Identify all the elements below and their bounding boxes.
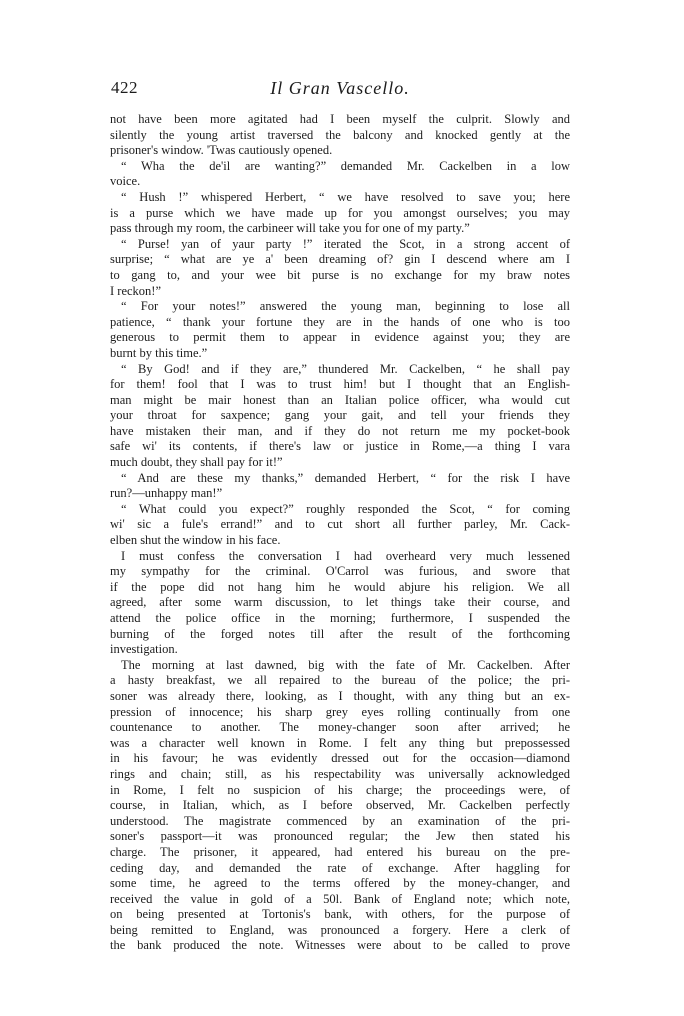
text-line: on being presented at Tortonis's bank, with others, for the purpose of (110, 907, 570, 922)
text-line: the bank produced the note. Witnesses were about to be called to prove (110, 938, 570, 953)
text-line: burnt by this time.” (110, 345, 208, 360)
text-line: rings and chain; still, as his respectability was universally acknowledged (110, 766, 570, 781)
text-line: was a character well known in Rome. I felt any thing but prepossessed (110, 735, 570, 750)
text-line: my sympathy for the criminal. O'Carrol was furious, and swore that (110, 564, 570, 579)
text-line: prisoner's window. 'Twas cautiously opened. (110, 143, 333, 158)
text-line: if the pope did not hang him he would abjure his religion. We all (110, 579, 570, 594)
text-line: to gang to, and your wee bit purse is no exchange for my braw notes (110, 267, 570, 282)
text-line: your throat for saxpence; gang your gait, and tell your friends they (110, 408, 570, 423)
text-line: in his favour; he was evidently dressed out for the occasion—diamond (110, 751, 570, 766)
text-line: is a purse which we have made up for you amongst ourselves; you may (110, 205, 570, 220)
text-line: received the value in gold of a 50l. Bank of England note; which note, (110, 891, 570, 906)
text-line: generous to permit them to appear in evidence against you; they are (110, 330, 570, 345)
text-line: charge. The prisoner, it appeared, had entered his bureau on the pre- (110, 844, 570, 859)
text-line: not have been more agitated had I been myself the culprit. Slowly and (110, 112, 570, 126)
text-line: “ By God! and if they are,” thundered Mr. Cackelben, “ he shall pay (121, 361, 570, 376)
text-line: course, in Italian, which, as I before observed, Mr. Cackelben perfectly (110, 798, 570, 813)
page-header (110, 78, 570, 110)
text-line: being remitted to England, was pronounced a forgery. Here a clerk of (110, 922, 570, 937)
text-line: wi' sic a fule's errand!” and to cut short all further parley, Mr. Cack- (110, 517, 570, 532)
text-line: pass through my room, the carbineer will take you for one of my party.” (110, 221, 470, 236)
text-line: have mistaken their man, and if they do not return me my pocket-book (110, 423, 570, 438)
text-line: “ Purse! yan of yaur party !” iterated the Scot, in a strong accent of (121, 236, 570, 251)
text-line: I must confess the conversation I had overheard very much lessened (121, 548, 570, 563)
text-line: soner's passport—it was pronounced regular; the Jew then stated his (110, 829, 570, 844)
text-line: safe wi' its contents, if there's law or justice in Rome,—a thing I vara (110, 439, 570, 454)
text-line: The morning at last dawned, big with the fate of Mr. Cackelben. After (121, 657, 570, 672)
text-line: attend the police office in the morning; furthermore, I suspended the (110, 611, 570, 625)
text-line: surprise; “ what are ye a' been dreaming of? gin I descend where am I (110, 252, 570, 267)
text-line: countenance to another. The money-changer soon after arrived; he (110, 720, 570, 735)
text-line: for them! fool that I was to trust him! but I thought that an English- (110, 377, 570, 392)
text-line: “ For your notes!” answered the young man, beginning to lose all (121, 299, 570, 314)
text-line: run?—unhappy man!” (110, 486, 223, 501)
text-line: silently the young artist traversed the balcony and knocked gently at the (110, 127, 570, 142)
body-text (110, 112, 570, 954)
text-line: pression of innocence; his sharp grey eyes rolling continually from one (110, 704, 570, 719)
text-line: “ Hush !” whispered Herbert, “ we have resolved to save you; here (121, 189, 570, 204)
text-line: in Rome, I felt no suspicion of his charge; the proceedings were, of (110, 782, 570, 797)
text-line: a hasty breakfast, we all repaired to the bureau of the police; the pri- (110, 673, 570, 688)
text-line: investigation. (110, 642, 178, 657)
text-line: patience, “ thank your fortune they are in the hands of one who is too (110, 314, 570, 329)
text-line: much doubt, they shall pay for it!” (110, 455, 283, 470)
text-line: ceding day, and demanded the rate of exchange. After haggling for (110, 860, 570, 875)
text-line: understood. The magistrate commenced by an examination of the pri- (110, 813, 570, 828)
text-line: “ Wha the de'il are wanting?” demanded Mr. Cackelben in a low (121, 158, 570, 173)
text-line: man might be mair honest than an Italian police officer, wha would cut (110, 392, 570, 407)
text-line: agreed, after some warm discussion, to let things take their course, and (110, 595, 570, 610)
running-title: Il Gran Vascello. (270, 78, 410, 98)
text-line: “ And are these my thanks,” demanded Herbert, “ for the risk I have (121, 470, 570, 485)
text-line: elben shut the window in his face. (110, 533, 281, 548)
text-line: soner was already there, looking, as I thought, with any thing but an ex- (110, 688, 570, 703)
book-page (110, 78, 570, 954)
page-number: 422 (111, 78, 138, 97)
text-line: voice. (110, 174, 141, 189)
text-line: burning of the forged notes till after the result of the forthcoming (110, 626, 570, 641)
text-line: some time, he agreed to the terms offered by the money-changer, and (110, 876, 570, 891)
text-line: I reckon!” (110, 283, 162, 298)
text-line: “ What could you expect?” roughly responded the Scot, “ for coming (121, 501, 570, 516)
